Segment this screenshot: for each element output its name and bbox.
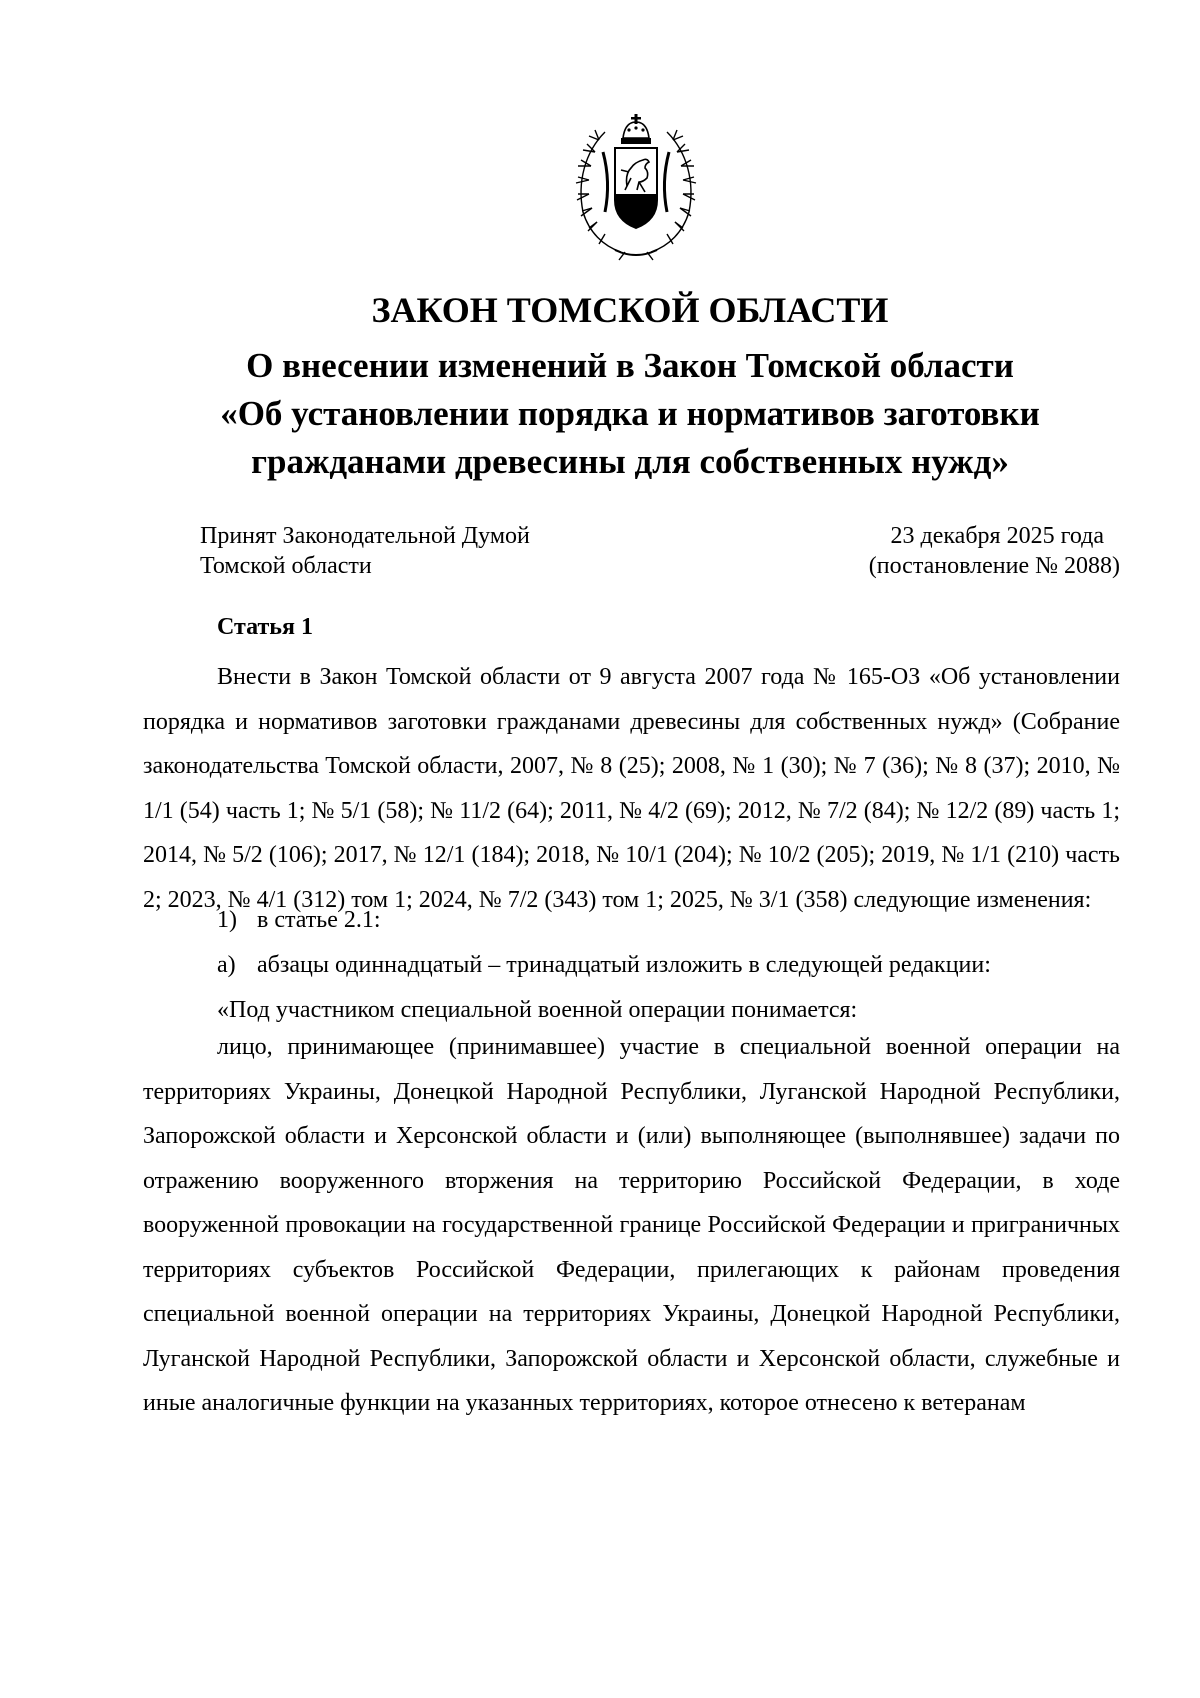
list-item-text: абзацы одиннадцатый – тринадцатый изложить в следующей редакции: bbox=[257, 952, 991, 978]
adopted-by-line: Принят Законодательной Думой bbox=[200, 523, 530, 549]
subtitle-line: «Об установлении порядка и нормативов заготовки bbox=[220, 394, 1040, 433]
quoted-paragraph: «Под участником специальной военной операции понимается: bbox=[217, 997, 858, 1023]
list-item bbox=[217, 950, 991, 980]
article-paragraph bbox=[143, 655, 1120, 922]
subtitle-line: гражданами древесины для собственных нужд» bbox=[251, 442, 1009, 481]
adopted-by bbox=[200, 521, 530, 581]
list-item-text: в статье 2.1: bbox=[257, 907, 381, 933]
adoption-date: 23 декабря 2025 года bbox=[890, 523, 1104, 549]
adopted-by-line: Томской области bbox=[200, 553, 372, 579]
adoption-details bbox=[820, 521, 1120, 581]
list-item-number: а) bbox=[217, 952, 236, 978]
tomsk-coat-of-arms-icon bbox=[565, 112, 707, 262]
resolution-number: (постановление № 2088) bbox=[868, 553, 1120, 579]
subtitle-line: О внесении изменений в Закон Томской области bbox=[246, 346, 1014, 385]
article-paragraph bbox=[143, 1025, 1120, 1426]
article-heading: Статья 1 bbox=[217, 614, 313, 640]
list-item bbox=[217, 905, 381, 935]
paragraph-text: лицо, принимающее (принимавшее) участие в специальной военной операции на территориях Украины, Донецкой Народной Республики, Луганской Народной Республики, Запорожской области и Херсонской области и (или) выполняющее (выполнявшее) задачи по отражению вооруженного вторжения на территорию Российской Федерации, в ходе вооруженной провокации на государственной границе Российской Федерации и приграничных территориях субъектов Российской Федерации, прилегающих к районам проведения специальной военной операции на территориях Украины, Донецкой Народной Республики, Луганской Народной Республики, Запорожской области и Херсонской области, служебные и иные аналогичные функции на указанных территориях, которое отнесено к ветеранам bbox=[143, 1034, 1120, 1416]
paragraph-text: Внести в Закон Томской области от 9 августа 2007 года № 165-ОЗ «Об установлении порядка и нормативов заготовки гражданами древесины для собственных нужд» (Собрание законодательства Томской области, 2007, № 8 (25); 2008, № 1 (30); № 7 (36); № 8 (37); 2010, № 1/1 (54) часть 1; № 5/1 (58); № 11/2 (64); 2011, № 4/2 (69); 2012, № 7/2 (84); № 12/2 (89) часть 1; 2014, № 5/2 (106); 2017, № 12/1 (184); 2018, № 10/1 (204); № 10/2 (205); 2019, № 1/1 (210) часть 2; 2023, № 4/1 (312) том 1; 2024, № 7/2 (343) том 1; 2025, № 3/1 (358) следующие изменения: bbox=[143, 664, 1120, 913]
list-item-number: 1) bbox=[217, 907, 237, 933]
law-subtitle bbox=[140, 342, 1120, 486]
law-title: ЗАКОН ТОМСКОЙ ОБЛАСТИ bbox=[371, 290, 889, 330]
